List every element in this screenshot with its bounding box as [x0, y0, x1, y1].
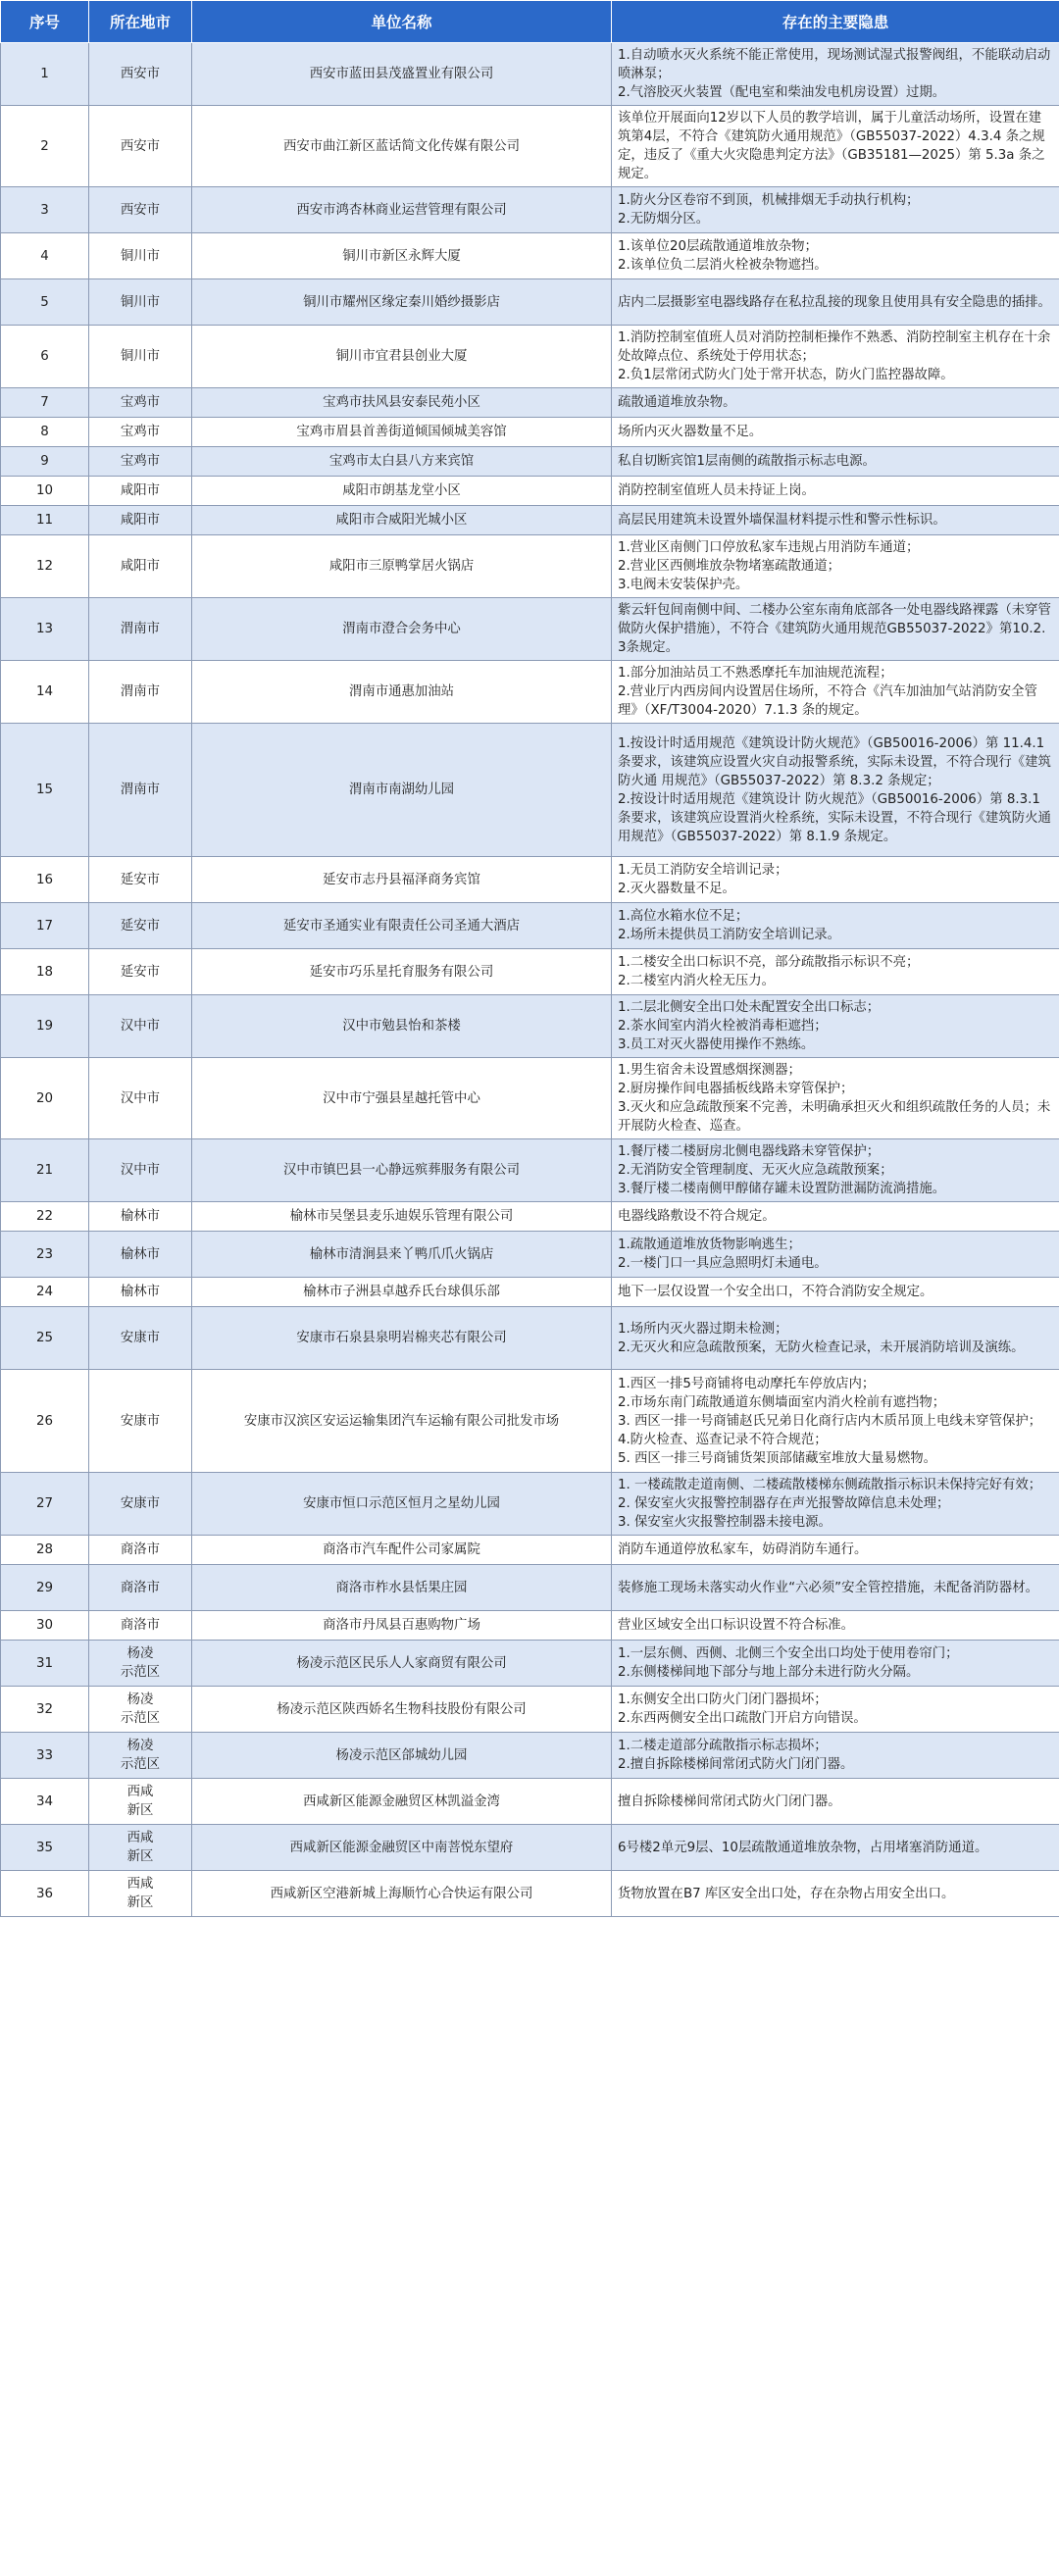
- table-row: [1, 661, 1059, 724]
- row-index-cell: 12: [1, 535, 89, 598]
- row-hazard-cell: 货物放置在B7 库区安全出口处，存在杂物占用安全出口。: [612, 1871, 1059, 1917]
- row-unit-name-cell: 商洛市丹凤县百惠购物广场: [192, 1611, 612, 1641]
- table-row: [1, 1232, 1059, 1278]
- table-row: [1, 1139, 1059, 1202]
- row-unit-name-cell: 咸阳市合威阳光城小区: [192, 506, 612, 535]
- row-hazard-cell: 1.西区一排5号商铺将电动摩托车停放店内； 2.市场东南门疏散通道东侧墙面室内消火栓前有遮挡物； 3. 西区一排一号商铺赵氏兄弟日化商行店内木质吊顶上电线未穿管保护； 4.防火检查、巡查记录不符合规范； 5. 西区一排三号商铺货架顶部储藏室堆放大量易燃物。: [612, 1370, 1059, 1473]
- row-city-cell: 咸阳市: [89, 506, 192, 535]
- table-row: [1, 1202, 1059, 1232]
- row-hazard-cell: 地下一层仅设置一个安全出口，不符合消防安全规定。: [612, 1278, 1059, 1307]
- row-city-cell: 渭南市: [89, 598, 192, 661]
- row-city-cell: 西咸 新区: [89, 1871, 192, 1917]
- row-hazard-cell: 消防车通道停放私家车，妨碍消防车通行。: [612, 1536, 1059, 1565]
- row-city-cell: 榆林市: [89, 1232, 192, 1278]
- row-index-cell: 17: [1, 903, 89, 949]
- row-city-cell: 汉中市: [89, 995, 192, 1058]
- row-index-cell: 3: [1, 187, 89, 233]
- row-hazard-cell: 1.营业区南侧门口停放私家车违规占用消防车通道； 2.营业区西侧堆放杂物堵塞疏散通道； 3.电阀未安装保护壳。: [612, 535, 1059, 598]
- row-index-cell: 27: [1, 1473, 89, 1536]
- row-city-cell: 铜川市: [89, 233, 192, 279]
- row-hazard-cell: 1.疏散通道堆放货物影响逃生； 2.一楼门口一具应急照明灯未通电。: [612, 1232, 1059, 1278]
- row-city-cell: 宝鸡市: [89, 388, 192, 418]
- row-city-cell: 榆林市: [89, 1202, 192, 1232]
- row-hazard-cell: 1.无员工消防安全培训记录； 2.灭火器数量不足。: [612, 857, 1059, 903]
- table-row: [1, 1733, 1059, 1779]
- table-row: [1, 903, 1059, 949]
- table-row: [1, 326, 1059, 388]
- row-city-cell: 杨凌 示范区: [89, 1733, 192, 1779]
- row-city-cell: 汉中市: [89, 1058, 192, 1139]
- table-row: [1, 1307, 1059, 1370]
- table-row: [1, 1565, 1059, 1611]
- row-unit-name-cell: 西安市蓝田县茂盛置业有限公司: [192, 43, 612, 106]
- row-index-cell: 20: [1, 1058, 89, 1139]
- row-hazard-cell: 1.防火分区卷帘不到顶，机械排烟无手动执行机构； 2.无防烟分区。: [612, 187, 1059, 233]
- row-unit-name-cell: 西咸新区空港新城上海顺竹心合快运有限公司: [192, 1871, 612, 1917]
- table-row: [1, 1871, 1059, 1917]
- header-city: 所在地市: [89, 1, 192, 43]
- row-unit-name-cell: 渭南市南湖幼儿园: [192, 724, 612, 857]
- table-row: [1, 724, 1059, 857]
- row-index-cell: 4: [1, 233, 89, 279]
- row-index-cell: 34: [1, 1779, 89, 1825]
- table-header-row: [1, 1, 1059, 43]
- row-hazard-cell: 私自切断宾馆1层南侧的疏散指示标志电源。: [612, 447, 1059, 477]
- row-city-cell: 西安市: [89, 43, 192, 106]
- row-index-cell: 2: [1, 106, 89, 187]
- row-index-cell: 32: [1, 1687, 89, 1733]
- row-city-cell: 渭南市: [89, 661, 192, 724]
- header-main-hazards: 存在的主要隐患: [612, 1, 1059, 43]
- row-index-cell: 6: [1, 326, 89, 388]
- row-unit-name-cell: 西安市曲江新区蓝话简文化传媒有限公司: [192, 106, 612, 187]
- table-row: [1, 43, 1059, 106]
- table-row: [1, 1641, 1059, 1687]
- row-hazard-cell: 电器线路敷设不符合规定。: [612, 1202, 1059, 1232]
- row-index-cell: 36: [1, 1871, 89, 1917]
- table-row: [1, 233, 1059, 279]
- row-unit-name-cell: 铜川市宜君县创业大厦: [192, 326, 612, 388]
- row-index-cell: 31: [1, 1641, 89, 1687]
- table-body: [1, 43, 1059, 1917]
- row-hazard-cell: 1.一层东侧、西侧、北侧三个安全出口均处于使用卷帘门； 2.东侧楼梯间地下部分与地上部分未进行防火分隔。: [612, 1641, 1059, 1687]
- row-unit-name-cell: 安康市恒口示范区恒月之星幼儿园: [192, 1473, 612, 1536]
- row-index-cell: 7: [1, 388, 89, 418]
- row-hazard-cell: 1.自动喷水灭火系统不能正常使用，现场测试湿式报警阀组，不能联动启动喷淋泵； 2.气溶胶灭火装置（配电室和柴油发电机房设置）过期。: [612, 43, 1059, 106]
- row-unit-name-cell: 咸阳市朗基龙堂小区: [192, 477, 612, 506]
- row-hazard-cell: 1.该单位20层疏散通道堆放杂物； 2.该单位负二层消火栓被杂物遮挡。: [612, 233, 1059, 279]
- row-unit-name-cell: 汉中市勉县怡和茶楼: [192, 995, 612, 1058]
- row-index-cell: 16: [1, 857, 89, 903]
- row-unit-name-cell: 宝鸡市眉县首善街道倾国倾城美容馆: [192, 418, 612, 447]
- row-city-cell: 西咸 新区: [89, 1779, 192, 1825]
- row-hazard-cell: 高层民用建筑未设置外墙保温材料提示性和警示性标识。: [612, 506, 1059, 535]
- row-index-cell: 1: [1, 43, 89, 106]
- row-city-cell: 安康市: [89, 1370, 192, 1473]
- row-hazard-cell: 1.东侧安全出口防火门闭门器损坏； 2.东西两侧安全出口疏散门开启方向错误。: [612, 1687, 1059, 1733]
- row-hazard-cell: 疏散通道堆放杂物。: [612, 388, 1059, 418]
- row-hazard-cell: 消防控制室值班人员未持证上岗。: [612, 477, 1059, 506]
- row-unit-name-cell: 西咸新区能源金融贸区中南菩悦东望府: [192, 1825, 612, 1871]
- row-index-cell: 28: [1, 1536, 89, 1565]
- table-row: [1, 418, 1059, 447]
- row-city-cell: 渭南市: [89, 724, 192, 857]
- table-row: [1, 1687, 1059, 1733]
- row-unit-name-cell: 商洛市汽车配件公司家属院: [192, 1536, 612, 1565]
- row-unit-name-cell: 安康市石泉县泉明岩棉夹芯有限公司: [192, 1307, 612, 1370]
- row-hazard-cell: 营业区域安全出口标识设置不符合标准。: [612, 1611, 1059, 1641]
- row-index-cell: 21: [1, 1139, 89, 1202]
- row-unit-name-cell: 汉中市宁强县星越托管中心: [192, 1058, 612, 1139]
- row-unit-name-cell: 西安市鸿杏林商业运营管理有限公司: [192, 187, 612, 233]
- row-city-cell: 商洛市: [89, 1611, 192, 1641]
- row-city-cell: 西咸 新区: [89, 1825, 192, 1871]
- table-row: [1, 388, 1059, 418]
- row-hazard-cell: 1.场所内灭火器过期未检测； 2.无灭火和应急疏散预案，无防火检查记录，未开展消防培训及演练。: [612, 1307, 1059, 1370]
- row-unit-name-cell: 西咸新区能源金融贸区林凯溢金湾: [192, 1779, 612, 1825]
- header-unit-name: 单位名称: [192, 1, 612, 43]
- row-city-cell: 安康市: [89, 1307, 192, 1370]
- table-row: [1, 1370, 1059, 1473]
- row-hazard-cell: 1.消防控制室值班人员对消防控制柜操作不熟悉、消防控制室主机存在十余处故障点位、系统处于停用状态； 2.负1层常闭式防火门处于常开状态，防火门监控器故障。: [612, 326, 1059, 388]
- row-index-cell: 5: [1, 279, 89, 326]
- table-row: [1, 106, 1059, 187]
- row-city-cell: 安康市: [89, 1473, 192, 1536]
- row-unit-name-cell: 铜川市新区永辉大厦: [192, 233, 612, 279]
- row-hazard-cell: 擅自拆除楼梯间常闭式防火门闭门器。: [612, 1779, 1059, 1825]
- row-hazard-cell: 装修施工现场未落实动火作业“六必须”安全管控措施，未配备消防器材。: [612, 1565, 1059, 1611]
- row-city-cell: 西安市: [89, 187, 192, 233]
- table-row: [1, 1779, 1059, 1825]
- table-row: [1, 535, 1059, 598]
- row-unit-name-cell: 渭南市澄合会务中心: [192, 598, 612, 661]
- row-index-cell: 23: [1, 1232, 89, 1278]
- row-city-cell: 杨凌 示范区: [89, 1641, 192, 1687]
- row-hazard-cell: 1.二层北侧安全出口处未配置安全出口标志； 2.茶水间室内消火栓被消毒柜遮挡； 3.员工对灭火器使用操作不熟练。: [612, 995, 1059, 1058]
- row-unit-name-cell: 延安市巧乐星托育服务有限公司: [192, 949, 612, 995]
- table-row: [1, 1825, 1059, 1871]
- row-index-cell: 15: [1, 724, 89, 857]
- row-unit-name-cell: 榆林市子洲县卓越乔氏台球俱乐部: [192, 1278, 612, 1307]
- table-row: [1, 1473, 1059, 1536]
- row-hazard-cell: 场所内灭火器数量不足。: [612, 418, 1059, 447]
- row-hazard-cell: 店内二层摄影室电器线路存在私拉乱接的现象且使用具有安全隐患的插排。: [612, 279, 1059, 326]
- row-city-cell: 延安市: [89, 857, 192, 903]
- row-unit-name-cell: 杨凌示范区陕西娇名生物科技股份有限公司: [192, 1687, 612, 1733]
- row-hazard-cell: 紫云轩包间南侧中间、二楼办公室东南角底部各一处电器线路裸露（未穿管做防火保护措施），不符合《建筑防火通用规范GB55037-2022》第10.2.3条规定。: [612, 598, 1059, 661]
- row-unit-name-cell: 汉中市镇巴县一心静远殡葬服务有限公司: [192, 1139, 612, 1202]
- row-unit-name-cell: 延安市圣通实业有限责任公司圣通大酒店: [192, 903, 612, 949]
- row-index-cell: 29: [1, 1565, 89, 1611]
- row-index-cell: 13: [1, 598, 89, 661]
- table-row: [1, 857, 1059, 903]
- row-unit-name-cell: 咸阳市三原鸭掌居火锅店: [192, 535, 612, 598]
- row-city-cell: 铜川市: [89, 326, 192, 388]
- row-unit-name-cell: 杨凌示范区民乐人人家商贸有限公司: [192, 1641, 612, 1687]
- row-city-cell: 铜川市: [89, 279, 192, 326]
- row-hazard-cell: 6号楼2单元9层、10层疏散通道堆放杂物，占用堵塞消防通道。: [612, 1825, 1059, 1871]
- row-unit-name-cell: 榆林市吴堡县麦乐迪娱乐管理有限公司: [192, 1202, 612, 1232]
- row-index-cell: 24: [1, 1278, 89, 1307]
- table-row: [1, 1536, 1059, 1565]
- table-row: [1, 995, 1059, 1058]
- table-row: [1, 187, 1059, 233]
- table-row: [1, 477, 1059, 506]
- row-index-cell: 26: [1, 1370, 89, 1473]
- table-row: [1, 1058, 1059, 1139]
- row-city-cell: 咸阳市: [89, 477, 192, 506]
- row-index-cell: 35: [1, 1825, 89, 1871]
- row-hazard-cell: 1.男生宿舍未设置感烟探测器； 2.厨房操作间电器插板线路未穿管保护； 3.灭火和应急疏散预案不完善，未明确承担灭火和组织疏散任务的人员；未开展防火检查、巡查。: [612, 1058, 1059, 1139]
- row-hazard-cell: 1.部分加油站员工不熟悉摩托车加油规范流程； 2.营业厅内西房间内设置居住场所，不符合《汽车加油加气站消防安全管理》（XF/T3004-2020）7.1.3 条的规定。: [612, 661, 1059, 724]
- row-unit-name-cell: 商洛市柞水县恬果庄园: [192, 1565, 612, 1611]
- row-index-cell: 14: [1, 661, 89, 724]
- row-index-cell: 22: [1, 1202, 89, 1232]
- row-hazard-cell: 该单位开展面向12岁以下人员的教学培训，属于儿童活动场所，设置在建筑第4层，不符合《建筑防火通用规范》（GB55037-2022）4.3.4 条之规定，违反了《重大火灾隐患判定方法》（GB35181—2025）第 5.3a 条之规定。: [612, 106, 1059, 187]
- row-city-cell: 宝鸡市: [89, 418, 192, 447]
- row-city-cell: 汉中市: [89, 1139, 192, 1202]
- row-hazard-cell: 1.餐厅楼二楼厨房北侧电器线路未穿管保护； 2.无消防安全管理制度、无灭火应急疏散预案； 3.餐厅楼二楼南侧甲醇储存罐未设置防泄漏防流淌措施。: [612, 1139, 1059, 1202]
- row-unit-name-cell: 宝鸡市太白县八方来宾馆: [192, 447, 612, 477]
- row-city-cell: 宝鸡市: [89, 447, 192, 477]
- row-index-cell: 10: [1, 477, 89, 506]
- row-city-cell: 延安市: [89, 903, 192, 949]
- table-row: [1, 506, 1059, 535]
- row-index-cell: 33: [1, 1733, 89, 1779]
- table-row: [1, 279, 1059, 326]
- table-row: [1, 1611, 1059, 1641]
- row-city-cell: 商洛市: [89, 1565, 192, 1611]
- row-unit-name-cell: 宝鸡市扶风县安泰民苑小区: [192, 388, 612, 418]
- table-row: [1, 598, 1059, 661]
- row-unit-name-cell: 杨凌示范区郃城幼儿园: [192, 1733, 612, 1779]
- row-city-cell: 商洛市: [89, 1536, 192, 1565]
- row-hazard-cell: 1.按设计时适用规范《建筑设计防火规范》（GB50016-2006）第 11.4.1 条要求，该建筑应设置火灾自动报警系统，实际未设置，不符合现行《建筑防火通 用规范》（GB55037-2022）第 8.3.2 条规定； 2.按设计时适用规范《建筑设计 防火规范》（GB50016-2006）第 8.3.1 条要求，该建筑应设置消火栓系统，实际未设置，不符合现行《建筑防火通用规范》（GB55037-2022）第 8.1.9 条规定。: [612, 724, 1059, 857]
- row-city-cell: 咸阳市: [89, 535, 192, 598]
- row-city-cell: 杨凌 示范区: [89, 1687, 192, 1733]
- row-unit-name-cell: 延安市志丹县福泽商务宾馆: [192, 857, 612, 903]
- row-index-cell: 11: [1, 506, 89, 535]
- row-unit-name-cell: 渭南市通惠加油站: [192, 661, 612, 724]
- row-index-cell: 30: [1, 1611, 89, 1641]
- table-row: [1, 949, 1059, 995]
- row-hazard-cell: 1.二楼安全出口标识不亮，部分疏散指示标识不亮； 2.二楼室内消火栓无压力。: [612, 949, 1059, 995]
- row-index-cell: 19: [1, 995, 89, 1058]
- row-city-cell: 西安市: [89, 106, 192, 187]
- row-city-cell: 延安市: [89, 949, 192, 995]
- row-index-cell: 9: [1, 447, 89, 477]
- row-index-cell: 25: [1, 1307, 89, 1370]
- table-row: [1, 447, 1059, 477]
- row-unit-name-cell: 铜川市耀州区缘定秦川婚纱摄影店: [192, 279, 612, 326]
- row-hazard-cell: 1.二楼走道部分疏散指示标志损坏； 2.擅自拆除楼梯间常闭式防火门闭门器。: [612, 1733, 1059, 1779]
- row-hazard-cell: 1. 一楼疏散走道南侧、二楼疏散楼梯东侧疏散指示标识未保持完好有效； 2. 保安室火灾报警控制器存在声光报警故障信息未处理； 3. 保安室火灾报警控制器未接电源。: [612, 1473, 1059, 1536]
- row-index-cell: 18: [1, 949, 89, 995]
- row-unit-name-cell: 榆林市清涧县来丫鸭爪爪火锅店: [192, 1232, 612, 1278]
- row-hazard-cell: 1.高位水箱水位不足； 2.场所未提供员工消防安全培训记录。: [612, 903, 1059, 949]
- table-row: [1, 1278, 1059, 1307]
- row-city-cell: 榆林市: [89, 1278, 192, 1307]
- header-index: 序号: [1, 1, 89, 43]
- row-unit-name-cell: 安康市汉滨区安运运输集团汽车运输有限公司批发市场: [192, 1370, 612, 1473]
- row-index-cell: 8: [1, 418, 89, 447]
